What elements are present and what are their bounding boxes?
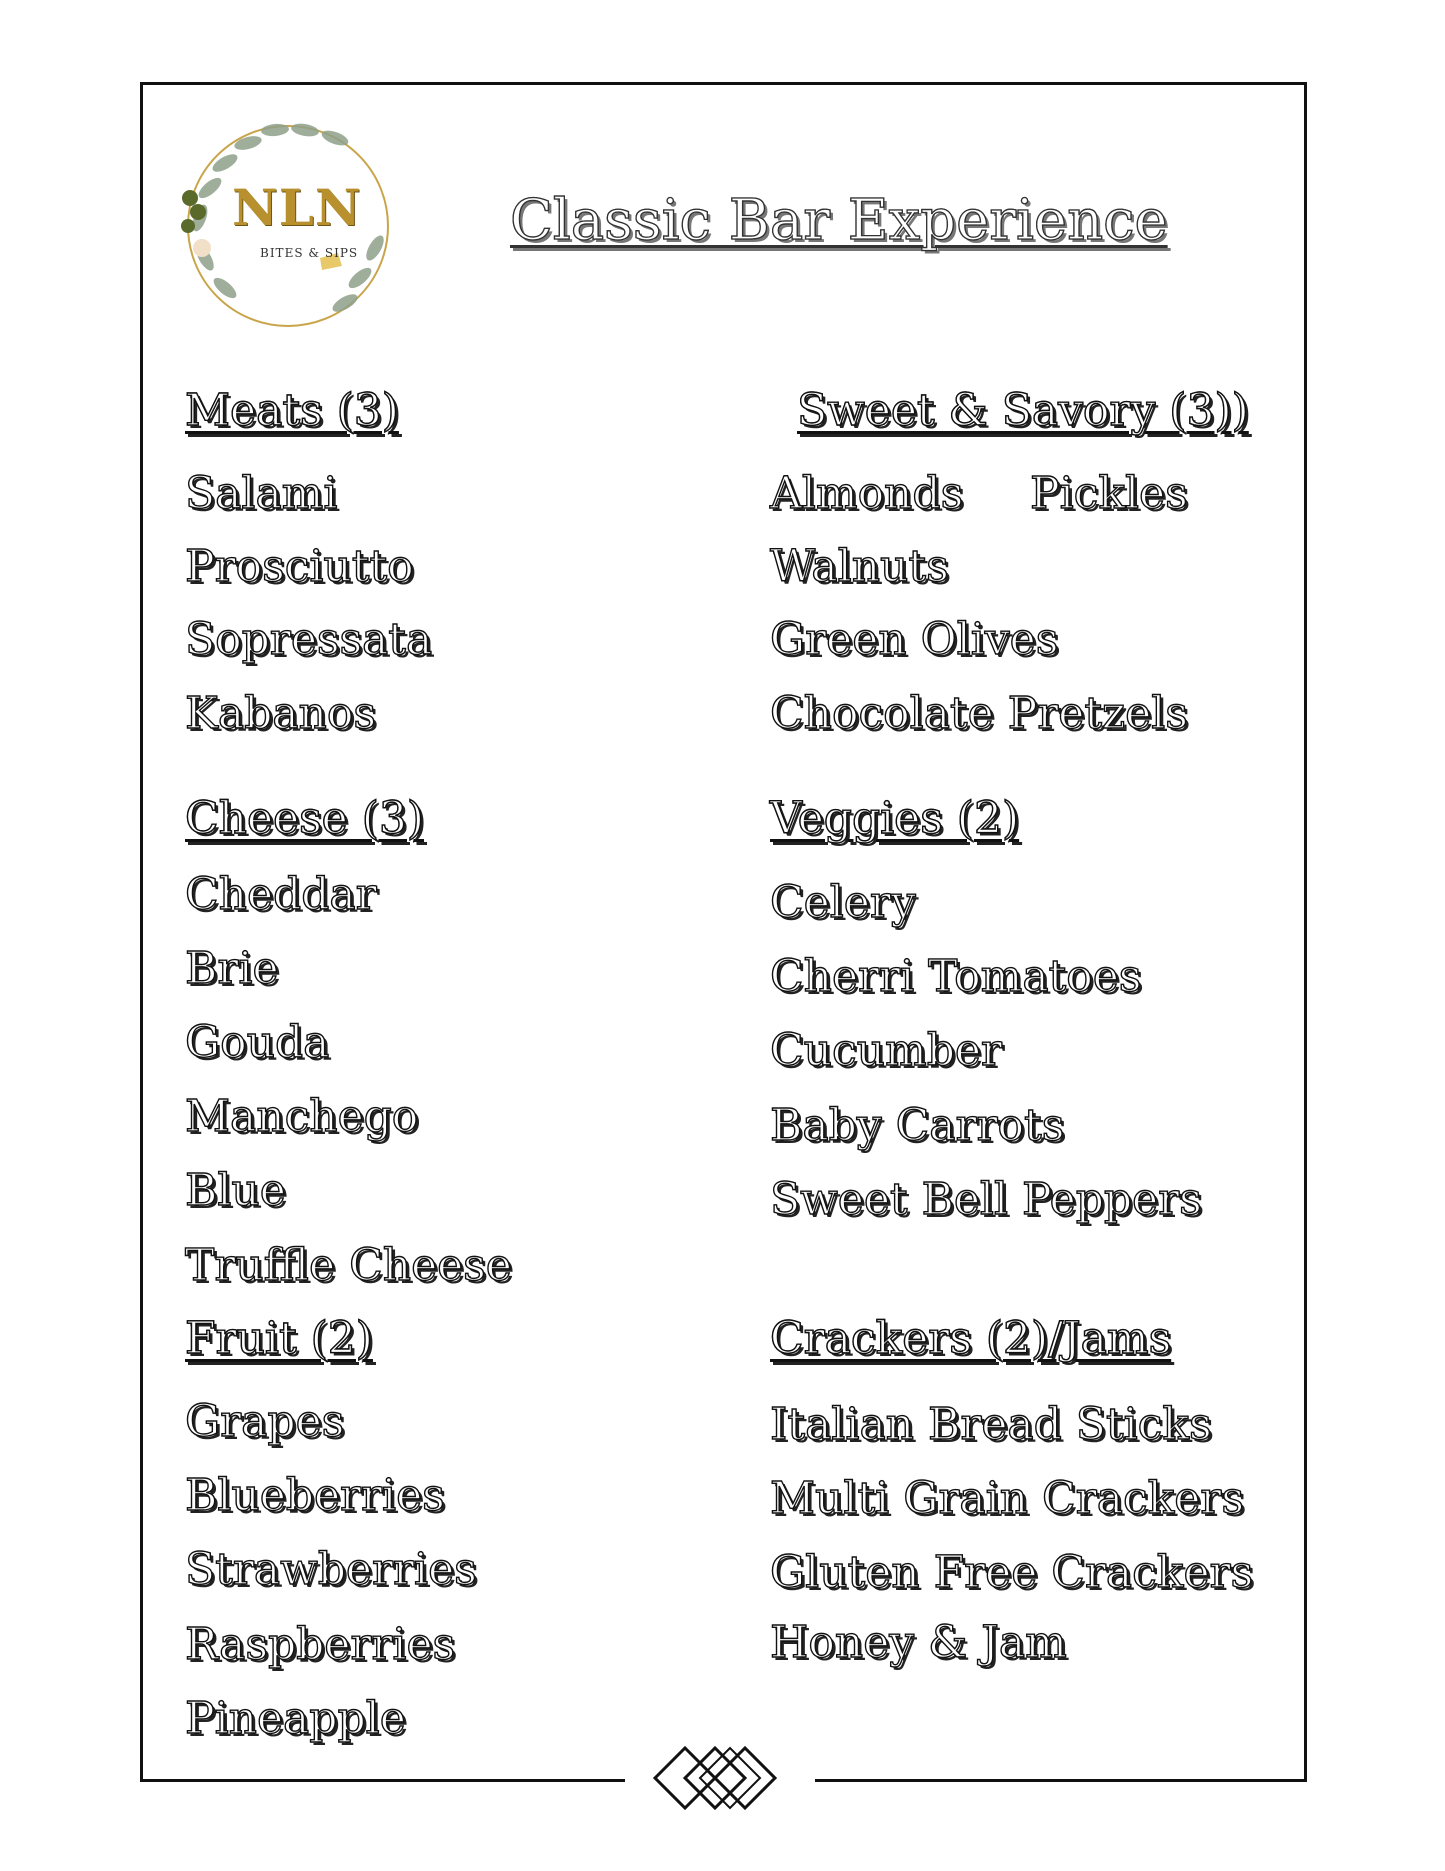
section-heading-meats: Meats (3) [185,385,399,436]
list-item: Cherri Tomatoes [770,951,1142,1002]
list-item: Green Olives [770,614,1059,665]
list-item: Raspberries [185,1619,456,1670]
logo-wordmark: NLN [232,178,362,237]
brand-logo [170,108,415,373]
list-item: Multi Grain Crackers [770,1473,1244,1524]
list-item: Italian Bread Sticks [770,1399,1212,1450]
page-title: Classic Bar Experience [510,188,1168,253]
list-item: Cheddar [185,869,377,920]
list-item: Manchego [185,1091,419,1142]
list-item: Blueberries [185,1470,445,1521]
list-item: Brie [185,943,279,994]
list-item: Walnuts [770,541,949,592]
list-item: Honey & Jam [770,1617,1067,1668]
section-heading-sweet-savory: Sweet & Savory (3)) [797,385,1249,436]
list-item: Salami [185,468,338,519]
list-item: Sopressata [185,614,433,665]
list-item: Truffle Cheese [185,1240,512,1291]
list-item: Chocolate Pretzels [770,688,1188,739]
list-item: Pickles [1030,468,1188,519]
list-item: Cucumber [770,1025,1002,1076]
list-item: Grapes [185,1396,345,1447]
logo-tagline: BITES & SIPS [260,246,359,260]
section-heading-cheese: Cheese (3) [185,793,425,844]
list-item: Gluten Free Crackers [770,1547,1254,1598]
list-item: Baby Carrots [770,1100,1065,1151]
section-heading-veggies: Veggies (2) [770,793,1020,844]
diamond-ornament-icon [635,1728,805,1828]
list-item: Kabanos [185,688,376,739]
list-item: Blue [185,1165,286,1216]
list-item: Prosciutto [185,541,414,592]
list-item: Sweet Bell Peppers [770,1174,1202,1225]
list-item: Almonds [770,468,964,519]
list-item: Pineapple [185,1693,406,1744]
section-heading-fruit: Fruit (2) [185,1313,373,1364]
wreath-icon [170,108,415,373]
list-item: Celery [770,877,916,928]
list-item: Gouda [185,1017,330,1068]
list-item: Strawberries [185,1544,477,1595]
section-heading-crackers: Crackers (2)/Jams [770,1313,1172,1364]
